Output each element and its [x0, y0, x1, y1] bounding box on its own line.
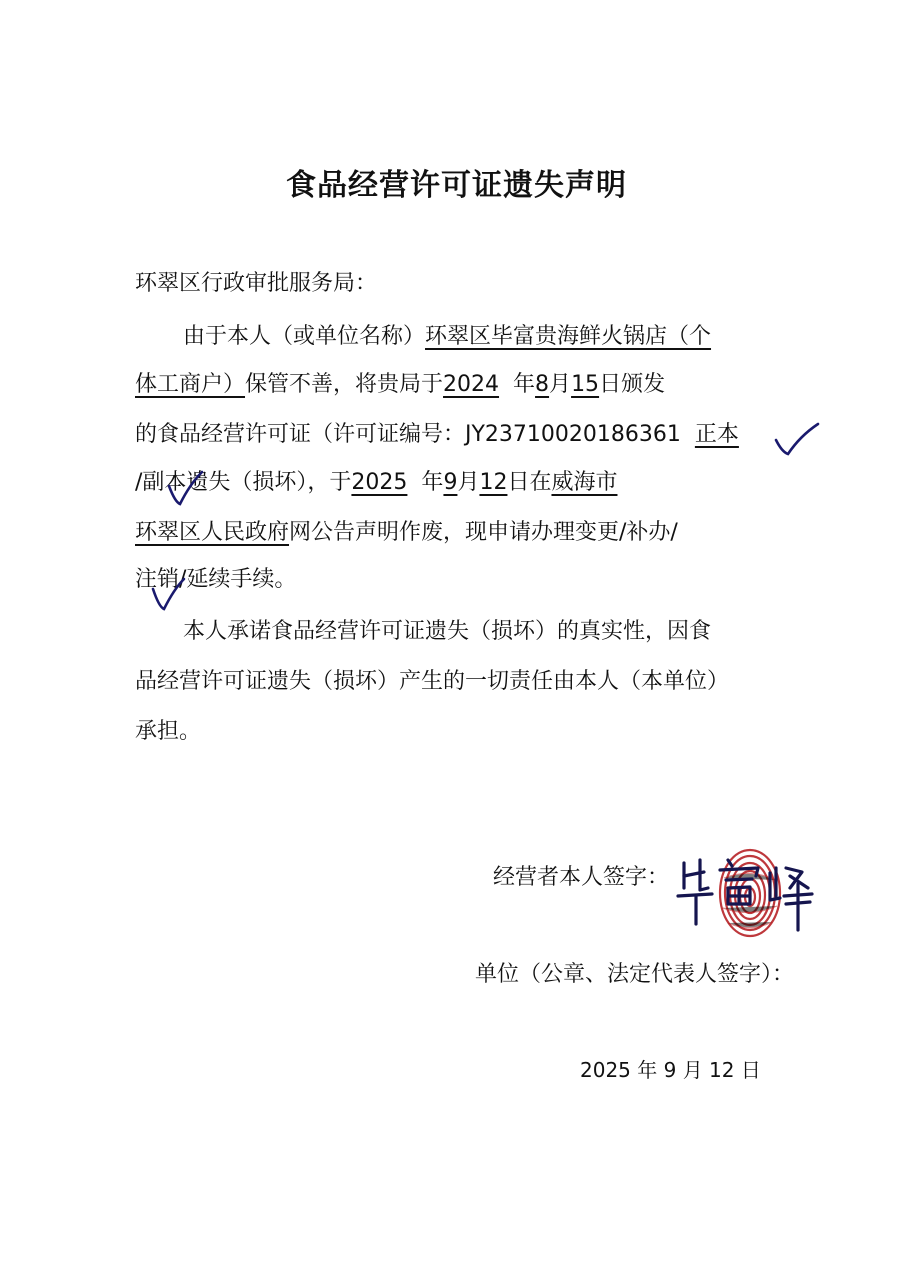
paragraph-1-line-3: [135, 415, 795, 455]
handwritten-signature: [670, 838, 820, 938]
business-type: 体工商户）: [135, 372, 246, 397]
issue-year: 2024: [443, 372, 500, 397]
paragraph-2-line-3: 承担。: [135, 719, 202, 744]
declaration-date: 2025 年 9 月 12 日: [580, 1058, 761, 1082]
business-name: 环翠区毕富贵海鲜火锅店（个: [425, 324, 712, 349]
paragraph-1-line-4: /副本遗失（损坏），于2025 年9月12日在威海市: [135, 470, 618, 495]
issue-day: 15: [571, 372, 600, 397]
paragraph-2-line-2: 品经营许可证遗失（损坏）产生的一切责任由本人（本单位）: [135, 669, 730, 694]
check-mark-copy: [166, 468, 206, 508]
paragraph-1-line-1: 由于本人（或单位名称）环翠区毕富贵海鲜火锅店（个: [183, 324, 712, 349]
license-number: 的食品经营许可证（许可证编号：JY23710020186361: [135, 422, 681, 447]
unit-seal-label: 单位（公章、法定代表人签字）：: [475, 962, 795, 987]
announce-site-1: 威海市: [551, 470, 618, 495]
issue-month: 8: [535, 372, 550, 397]
announce-site-2: 环翠区人民政府: [135, 520, 290, 545]
signature-label: 经营者本人签字：: [493, 865, 670, 890]
page-title: 食品经营许可证遗失声明: [286, 168, 627, 203]
paragraph-1-line-2: 体工商户）保管不善，将贵局于2024 年8月15日颁发: [135, 372, 666, 397]
check-mark-cancel: [150, 575, 190, 615]
announce-month: 9: [443, 470, 458, 495]
addressee: 环翠区行政审批服务局：: [135, 271, 378, 296]
paragraph-2-line-1: 本人承诺食品经营许可证遗失（损坏）的真实性，因食: [183, 619, 712, 644]
check-mark-original: [772, 418, 822, 458]
paragraph-1-line-6: 注销/延续手续。: [135, 567, 297, 592]
paragraph-1-line-5: 环翠区人民政府网公告声明作废，现申请办理变更/补办/: [135, 520, 678, 545]
original-copy-option: 正本: [694, 422, 739, 447]
announce-day: 12: [479, 470, 508, 495]
announce-year: 2025: [351, 470, 408, 495]
